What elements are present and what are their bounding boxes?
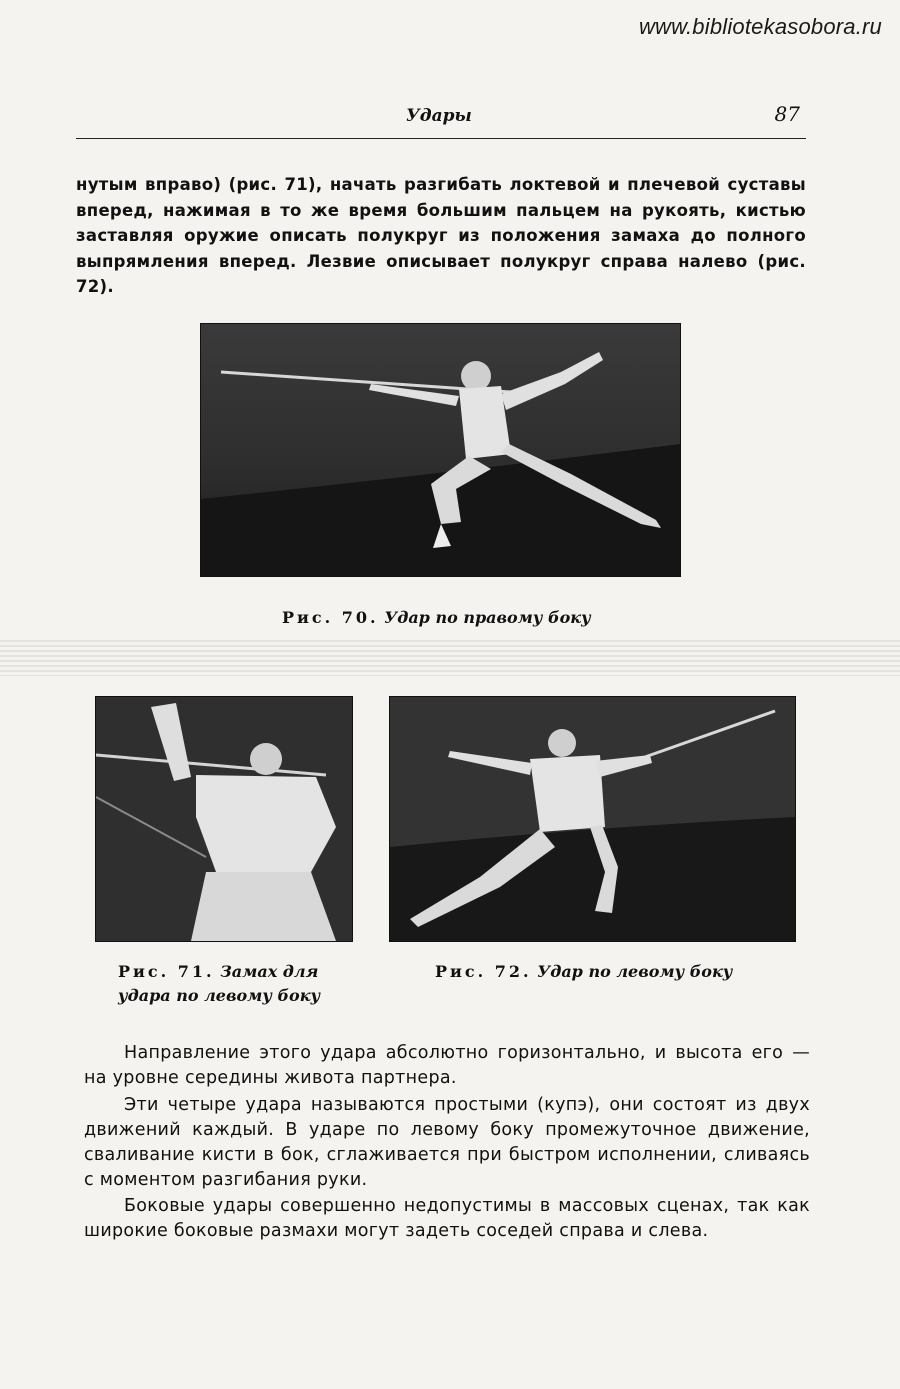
figure-72-photo	[389, 696, 796, 942]
paragraph-1: нутым вправо) (рис. 71), начать разгибать локтевой и плечевой суставы вперед, нажимая в то же время большим пальцем на рукоять, кистью заставляя оружие описать полукруг из положения замаха до полного выпрямления вперед. Лезвие описывает полукруг справа налево (рис. 72).	[76, 175, 806, 296]
figure-70-caption	[282, 606, 591, 630]
figure-72-title: Удар по левому боку	[537, 962, 733, 981]
figure-72-caption	[435, 960, 732, 984]
running-header	[76, 104, 806, 139]
paragraph-4: Боковые удары совершенно недопустимы в массовых сценах, так как широкие боковые размахи могут задеть соседей справа и слева.	[84, 1196, 810, 1241]
figure-71-label: Рис. 71.	[118, 962, 215, 981]
paragraph-2: Направление этого удара абсолютно горизонтально, и высота его — на уровне середины живота партнера.	[84, 1043, 810, 1088]
figure-71-caption	[118, 960, 348, 1008]
figure-70-label: Рис. 70.	[282, 608, 379, 627]
figure-71-photo	[95, 696, 353, 942]
scan-streaks	[0, 640, 900, 676]
site-watermark: www.bibliotekasobora.ru	[638, 14, 882, 39]
figure-71-title: Замах для удара по левому боку	[118, 962, 321, 1005]
figure-70-photo	[200, 323, 681, 577]
figure-70-title: Удар по правому боку	[384, 608, 591, 627]
page-number: 87	[774, 102, 800, 126]
paragraph-3: Эти четыре удара называются простыми (купэ), они состоят из двух движений каждый. В ударе по левому боку промежуточное движение, сваливание кисти в бок, сглаживается при быстром исполнении, сливаясь с моментом разгибания руки.	[84, 1095, 810, 1190]
running-title: Удары	[406, 106, 472, 126]
figure-72-label: Рис. 72.	[435, 962, 532, 981]
